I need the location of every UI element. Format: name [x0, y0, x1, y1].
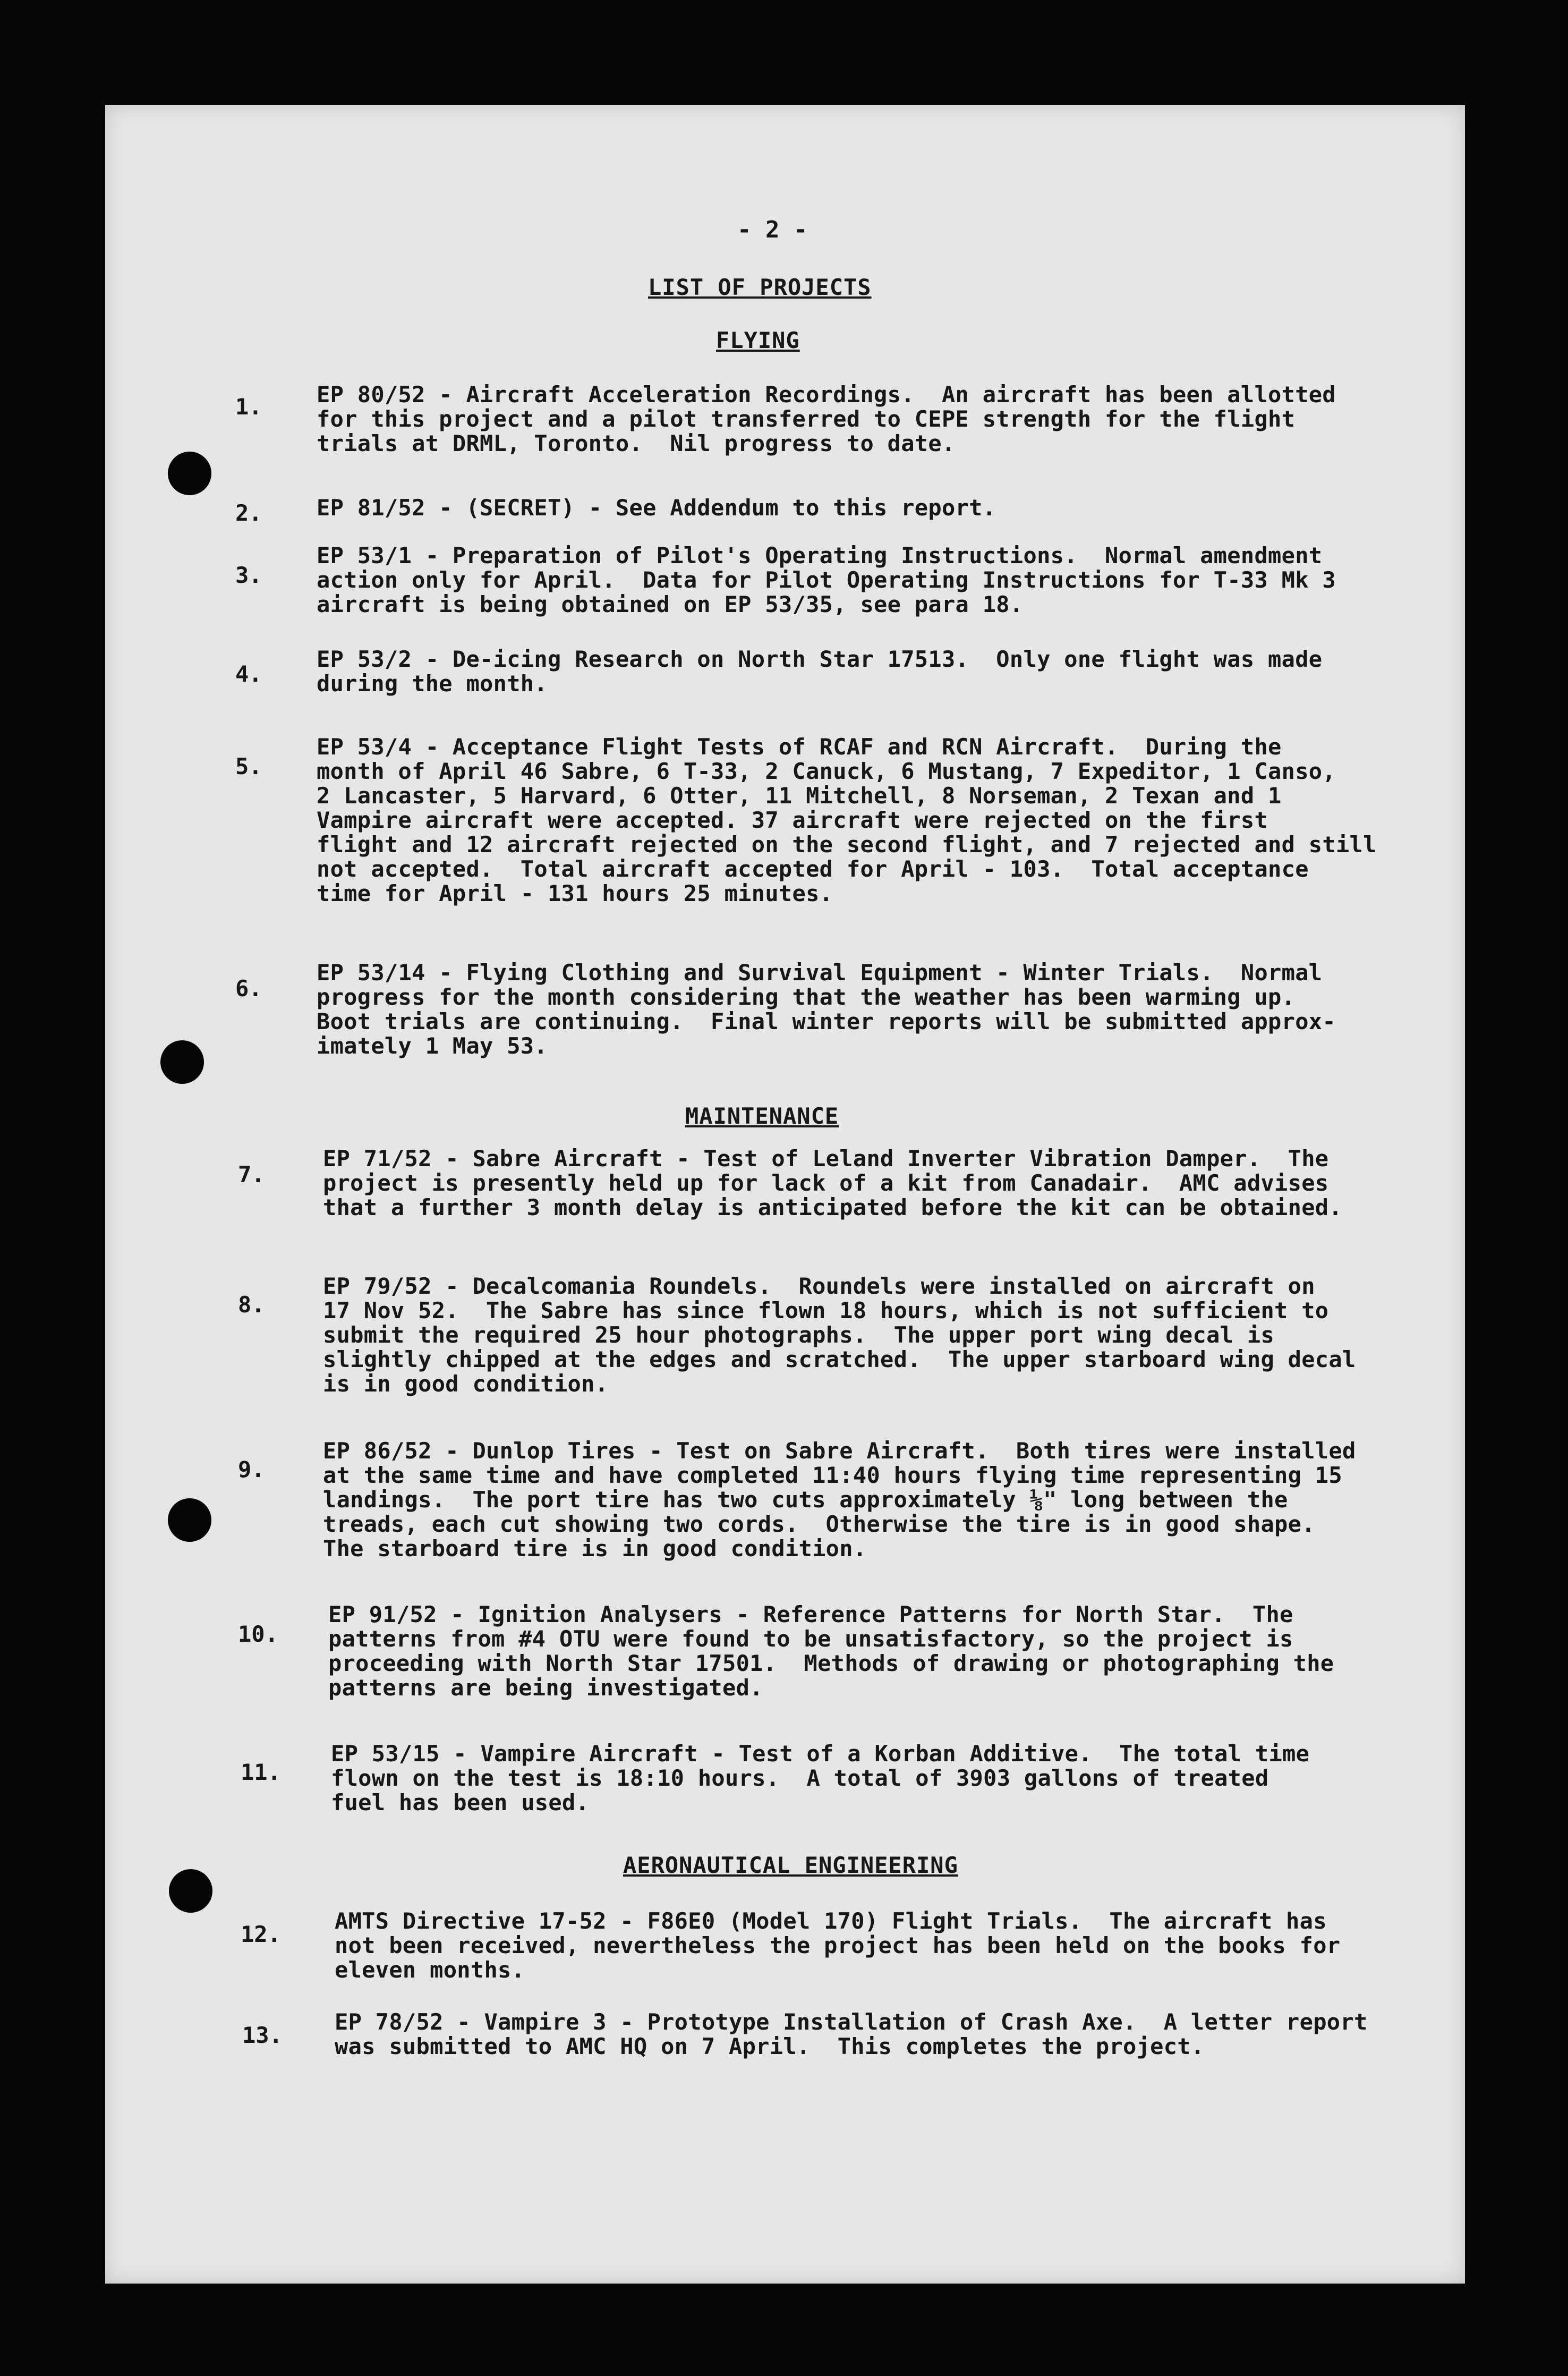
item-number: 9.	[238, 1456, 265, 1482]
item-number: 1.	[235, 394, 262, 420]
item-text: AMTS Directive 17-52 - F86E0 (Model 170) Flight Trials. The aircraft has not been received, nevertheless the project has been held on the books for eleven months.	[335, 1908, 1341, 1983]
section-heading-maintenance: MAINTENANCE	[685, 1103, 839, 1129]
item-text: EP 81/52 - (SECRET) - See Addendum to this report.	[317, 495, 996, 521]
item-number: 13.	[242, 2022, 283, 2048]
item-text: EP 53/1 - Preparation of Pilot's Operating Instructions. Normal amendment action only for April. Data for Pilot Operating Instructions for T-33 Mk 3 aircraft is being obtained on EP 53/35, see para 18.	[317, 542, 1336, 617]
item-text: EP 78/52 - Vampire 3 - Prototype Installation of Crash Axe. A letter report was submitted to AMC HQ on 7 April. This completes the project.	[335, 2009, 1368, 2059]
typed-content	[105, 105, 1465, 2284]
item-text: EP 53/15 - Vampire Aircraft - Test of a Korban Additive. The total time flown on the test is 18:10 hours. A total of 3903 gallons of treated fuel has been used.	[331, 1741, 1310, 1815]
item-text: EP 71/52 - Sabre Aircraft - Test of Leland Inverter Vibration Damper. The project is presently held up for lack of a kit from Canadair. AMC advises that a further 3 month delay is anticipated before the kit can be obtained.	[323, 1145, 1342, 1220]
item-text: EP 79/52 - Decalcomania Roundels. Roundels were installed on aircraft on 17 Nov 52. The Sabre has since flown 18 hours, which is not sufficient to submit the required 25 hour photographs. The upper port wing decal is slightly chipped at the edges and scratched. The upper starboard wing decal is in good condition.	[323, 1273, 1356, 1397]
item-text: EP 91/52 - Ignition Analysers - Reference Patterns for North Star. The patterns from #4 OTU were found to be unsatisfactory, so the project is proceeding with North Star 17501. Methods of drawing or photographing the patterns are being investigated.	[328, 1601, 1334, 1701]
item-number: 6.	[235, 975, 262, 1002]
item-number: 5.	[235, 753, 262, 779]
item-number: 7.	[238, 1161, 265, 1187]
item-number: 11.	[241, 1759, 281, 1785]
section-heading-aeronautical-engineering: AERONAUTICAL ENGINEERING	[623, 1852, 958, 1878]
item-number: 10.	[238, 1621, 278, 1647]
page-number: - 2 -	[737, 216, 808, 243]
item-text: EP 53/4 - Acceptance Flight Tests of RCAF and RCN Aircraft. During the month of April 46 Sabre, 6 T-33, 2 Canuck, 6 Mustang, 7 Expeditor, 1 Canso, 2 Lancaster, 5 Harvard, 6 Otter, 11 Mitchell, 8 Norseman, 2 Texan and 1 Vampire aircraft were accepted. 37 aircraft were rejected on the first flight and 12 aircraft rejected on the second flight, and 7 rejected and still not accepted. Total aircraft accepted for April - 103. Total acceptance time for April - 131 hours 25 minutes.	[317, 734, 1377, 906]
document-page	[105, 105, 1465, 2284]
item-number: 3.	[235, 562, 262, 588]
item-text: EP 53/14 - Flying Clothing and Survival Equipment - Winter Trials. Normal progress for the month considering that the weather has been warming up. Boot trials are continuing. Final winter reports will be submitted approx- imately 1 May 53.	[317, 960, 1336, 1059]
item-text: EP 86/52 - Dunlop Tires - Test on Sabre Aircraft. Both tires were installed at the same time and have completed 11:40 hours flying time representing 15 landings. The port tire has two cuts approximately ⅛" long between the treads, each cut showing two cords. Otherwise the tire is in good shape. The starboard tire is in good condition.	[323, 1438, 1356, 1562]
item-text: EP 80/52 - Aircraft Acceleration Recordings. An aircraft has been allotted for this project and a pilot transferred to CEPE strength for the flight trials at DRML, Toronto. Nil progress to date.	[317, 381, 1336, 456]
item-text: EP 53/2 - De-icing Research on North Star 17513. Only one flight was made during the month.	[317, 646, 1323, 697]
item-number: 12.	[241, 1921, 281, 1947]
item-number: 4.	[235, 661, 262, 687]
item-number: 8.	[238, 1292, 265, 1318]
item-number: 2.	[235, 500, 262, 526]
page-title: LIST OF PROJECTS	[648, 274, 872, 300]
section-heading-flying: FLYING	[716, 327, 800, 353]
